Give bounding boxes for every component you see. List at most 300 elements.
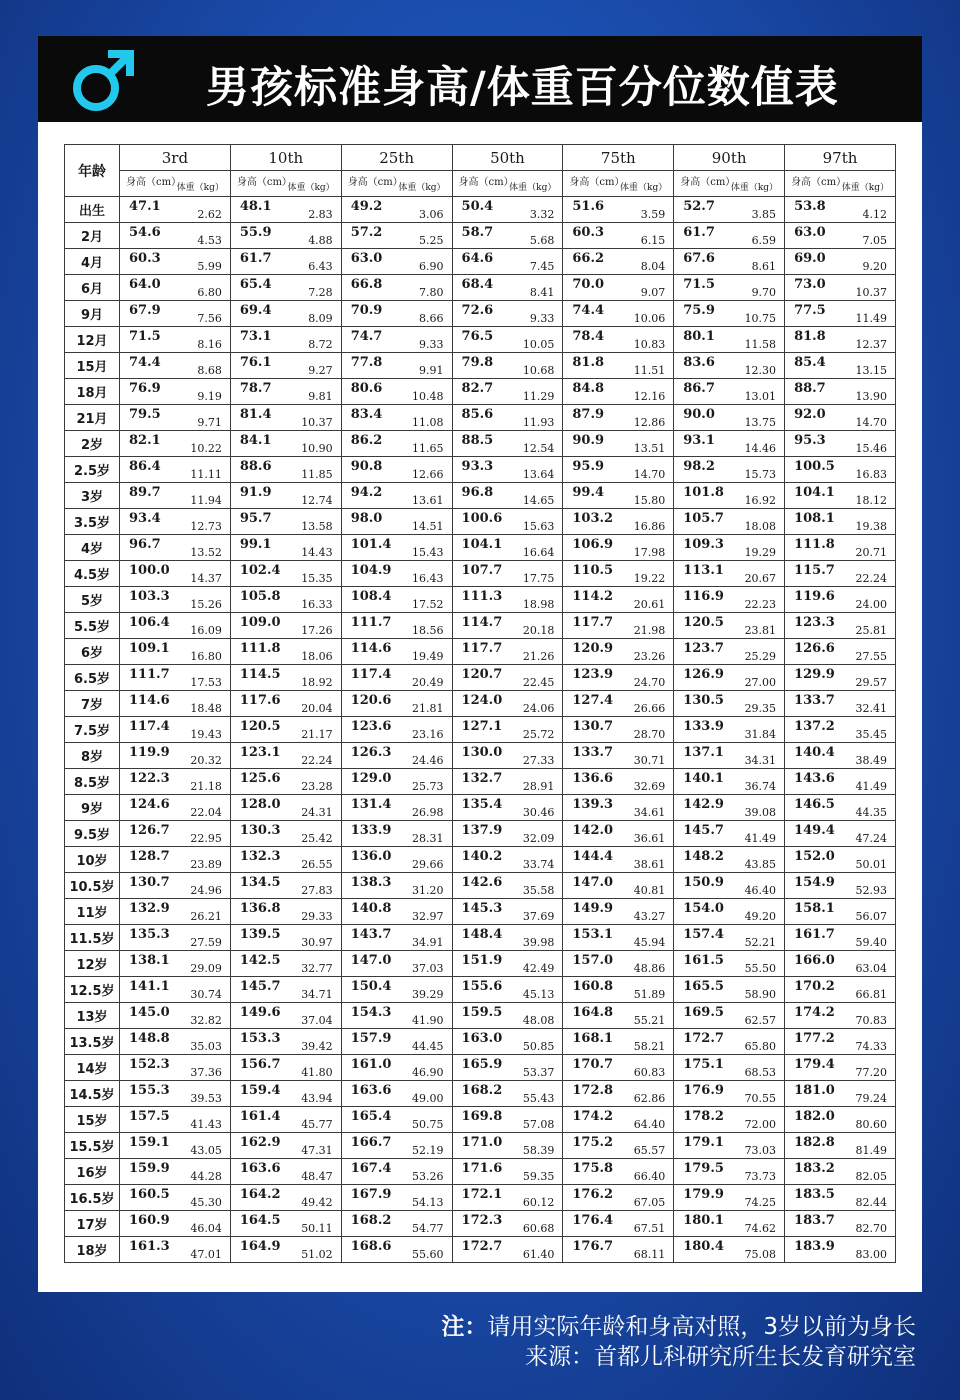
weight-value: 12.74 <box>301 494 333 507</box>
male-symbol-icon <box>68 44 138 114</box>
height-value: 88.5 <box>461 433 494 448</box>
value-cell <box>341 405 452 431</box>
weight-value: 10.22 <box>190 442 222 455</box>
value-cell <box>674 561 785 587</box>
height-value: 89.7 <box>129 485 161 500</box>
value-cell <box>785 977 896 1003</box>
height-value: 176.2 <box>572 1187 614 1202</box>
weight-value: 11.94 <box>190 494 222 507</box>
height-value: 77.8 <box>350 355 383 370</box>
weight-value: 41.80 <box>301 1066 333 1079</box>
value-cell <box>452 379 563 405</box>
weight-value: 8.68 <box>197 364 222 377</box>
value-cell <box>674 717 785 743</box>
weight-value: 26.66 <box>633 702 666 715</box>
value-cell <box>452 1081 563 1107</box>
height-value: 111.7 <box>350 615 392 630</box>
weight-value: 50.11 <box>301 1222 333 1235</box>
value-cell <box>452 1003 563 1029</box>
weight-value: 11.29 <box>522 390 555 403</box>
height-value: 164.5 <box>239 1213 281 1228</box>
weight-value: 40.81 <box>633 884 666 897</box>
weight-value: 67.51 <box>633 1222 666 1235</box>
table-row <box>65 587 896 613</box>
value-cell <box>341 977 452 1003</box>
weight-value: 52.21 <box>744 936 777 949</box>
weight-value: 13.01 <box>744 390 777 403</box>
height-value: 100.5 <box>794 459 835 474</box>
weight-value: 27.33 <box>522 754 555 767</box>
table-row <box>65 613 896 639</box>
value-cell <box>452 1185 563 1211</box>
height-value: 96.7 <box>129 537 161 552</box>
value-cell <box>452 353 563 379</box>
value-cell <box>341 925 452 951</box>
height-value: 82.1 <box>129 433 161 448</box>
table-row <box>65 1237 896 1263</box>
value-cell <box>563 769 674 795</box>
value-cell <box>563 691 674 717</box>
weight-value: 23.26 <box>633 650 666 663</box>
height-value: 106.4 <box>129 615 170 630</box>
weight-value: 31.20 <box>412 884 444 897</box>
value-cell <box>674 197 785 223</box>
height-value: 172.7 <box>683 1031 724 1046</box>
value-cell <box>120 1003 231 1029</box>
weight-value: 32.82 <box>190 1014 222 1027</box>
weight-value: 41.49 <box>744 832 777 845</box>
height-value: 128.7 <box>129 849 170 864</box>
value-cell <box>230 899 341 925</box>
height-value: 165.9 <box>461 1057 503 1072</box>
weight-value: 18.08 <box>744 520 777 533</box>
value-cell <box>120 873 231 899</box>
weight-value: 70.55 <box>744 1092 777 1105</box>
value-cell <box>230 665 341 691</box>
height-unit-label: 身高（cm） <box>126 177 182 188</box>
height-value: 127.1 <box>461 719 503 734</box>
value-cell <box>452 561 563 587</box>
height-value: 95.7 <box>239 511 272 526</box>
height-value: 57.2 <box>350 225 383 240</box>
weight-value: 45.30 <box>190 1196 222 1209</box>
height-value: 94.2 <box>350 485 383 500</box>
value-cell <box>341 743 452 769</box>
value-cell <box>341 821 452 847</box>
value-cell <box>785 249 896 275</box>
height-value: 120.6 <box>350 693 392 708</box>
weight-value: 74.62 <box>744 1222 777 1235</box>
height-value: 138.3 <box>350 875 392 890</box>
weight-value: 12.73 <box>190 520 222 533</box>
value-cell <box>230 327 341 353</box>
value-cell <box>230 197 341 223</box>
age-cell: 10岁 <box>65 847 120 873</box>
age-cell: 8岁 <box>65 743 120 769</box>
value-cell <box>785 301 896 327</box>
weight-value: 58.90 <box>744 988 777 1001</box>
value-cell <box>120 457 231 483</box>
weight-value: 60.68 <box>522 1222 555 1235</box>
value-cell <box>674 639 785 665</box>
value-cell <box>674 1081 785 1107</box>
value-cell <box>452 1055 563 1081</box>
height-value: 172.3 <box>461 1213 503 1228</box>
height-value: 183.5 <box>794 1187 835 1202</box>
weight-value: 49.20 <box>744 910 777 923</box>
value-cell <box>785 587 896 613</box>
height-value: 170.7 <box>572 1057 614 1072</box>
weight-unit-label: 体重（kg） <box>620 183 668 193</box>
weight-unit-label: 体重（kg） <box>287 183 335 193</box>
weight-value: 15.63 <box>522 520 555 533</box>
value-cell <box>341 639 452 665</box>
height-value: 156.7 <box>239 1057 281 1072</box>
weight-value: 26.98 <box>412 806 444 819</box>
value-cell <box>452 535 563 561</box>
weight-value: 39.42 <box>301 1040 333 1053</box>
height-value: 70.9 <box>350 303 383 318</box>
height-value: 86.7 <box>683 381 715 396</box>
value-cell <box>452 743 563 769</box>
weight-value: 15.46 <box>855 442 887 455</box>
height-value: 131.4 <box>350 797 392 812</box>
weight-value: 46.40 <box>744 884 777 897</box>
height-value: 130.0 <box>461 745 503 760</box>
value-cell <box>452 951 563 977</box>
weight-value: 14.65 <box>522 494 555 507</box>
weight-value: 10.68 <box>522 364 555 377</box>
height-value: 137.1 <box>683 745 724 760</box>
height-value: 49.2 <box>350 199 383 214</box>
weight-value: 13.90 <box>855 390 887 403</box>
age-cell: 6.5岁 <box>65 665 120 691</box>
height-value: 70.0 <box>572 277 605 292</box>
value-cell <box>452 223 563 249</box>
height-value: 117.4 <box>350 667 392 682</box>
value-cell <box>341 249 452 275</box>
height-value: 180.1 <box>683 1213 724 1228</box>
weight-value: 8.09 <box>308 312 333 325</box>
percentile-header: 75th <box>563 145 674 171</box>
value-cell <box>785 1029 896 1055</box>
title-banner <box>38 36 922 122</box>
height-value: 126.3 <box>350 745 392 760</box>
value-cell <box>230 873 341 899</box>
weight-value: 21.98 <box>633 624 666 637</box>
weight-value: 25.42 <box>301 832 333 845</box>
value-cell <box>674 1029 785 1055</box>
weight-value: 35.45 <box>855 728 887 741</box>
height-value: 130.7 <box>572 719 614 734</box>
height-value: 133.9 <box>350 823 392 838</box>
value-cell <box>452 275 563 301</box>
height-value: 127.4 <box>572 693 614 708</box>
value-cell <box>674 613 785 639</box>
weight-unit-label: 体重（kg） <box>398 183 446 193</box>
weight-value: 30.97 <box>301 936 333 949</box>
height-value: 100.0 <box>129 563 170 578</box>
height-value: 110.5 <box>572 563 614 578</box>
weight-value: 39.98 <box>522 936 555 949</box>
value-cell <box>230 483 341 509</box>
weight-value: 36.74 <box>744 780 777 793</box>
table-row <box>65 561 896 587</box>
weight-value: 43.94 <box>301 1092 333 1105</box>
height-value: 178.2 <box>683 1109 724 1124</box>
value-cell <box>120 431 231 457</box>
age-cell: 14岁 <box>65 1055 120 1081</box>
value-cell <box>120 405 231 431</box>
value-cell <box>120 223 231 249</box>
value-cell <box>785 405 896 431</box>
weight-value: 39.08 <box>744 806 777 819</box>
height-value: 126.6 <box>794 641 835 656</box>
value-cell <box>674 223 785 249</box>
height-value: 101.8 <box>683 485 724 500</box>
value-cell <box>341 1185 452 1211</box>
value-cell <box>563 717 674 743</box>
weight-value: 20.04 <box>301 702 333 715</box>
value-cell <box>674 509 785 535</box>
value-cell <box>230 951 341 977</box>
weight-value: 32.69 <box>633 780 666 793</box>
height-value: 80.6 <box>350 381 383 396</box>
age-cell: 9月 <box>65 301 120 327</box>
value-cell <box>230 301 341 327</box>
weight-value: 33.74 <box>522 858 555 871</box>
height-value: 60.3 <box>129 251 161 266</box>
height-value: 84.1 <box>239 433 272 448</box>
weight-value: 15.35 <box>301 572 333 585</box>
height-value: 85.4 <box>794 355 826 370</box>
value-cell <box>120 899 231 925</box>
height-value: 181.0 <box>794 1083 835 1098</box>
height-value: 175.2 <box>572 1135 614 1150</box>
height-value: 90.0 <box>683 407 715 422</box>
height-value: 157.4 <box>683 927 724 942</box>
height-value: 172.7 <box>461 1239 503 1254</box>
height-value: 114.5 <box>239 667 281 682</box>
height-value: 79.8 <box>461 355 494 370</box>
height-value: 120.7 <box>461 667 503 682</box>
height-value: 177.2 <box>794 1031 835 1046</box>
height-value: 120.9 <box>572 641 614 656</box>
height-value: 126.9 <box>683 667 724 682</box>
height-value: 69.0 <box>794 251 826 266</box>
height-value: 81.8 <box>572 355 605 370</box>
value-cell <box>674 977 785 1003</box>
height-value: 157.5 <box>129 1109 170 1124</box>
weight-value: 13.64 <box>522 468 555 481</box>
value-cell <box>563 1237 674 1263</box>
weight-value: 53.26 <box>412 1170 444 1183</box>
weight-value: 24.06 <box>522 702 555 715</box>
value-cell <box>785 847 896 873</box>
height-value: 52.7 <box>683 199 715 214</box>
weight-value: 9.07 <box>640 286 666 299</box>
weight-value: 37.03 <box>412 962 444 975</box>
value-cell <box>120 613 231 639</box>
value-cell <box>674 457 785 483</box>
height-value: 133.7 <box>572 745 614 760</box>
weight-value: 31.84 <box>744 728 777 741</box>
value-cell <box>563 327 674 353</box>
height-value: 123.6 <box>350 719 392 734</box>
height-value: 114.6 <box>129 693 170 708</box>
weight-value: 53.37 <box>522 1066 555 1079</box>
height-value: 168.1 <box>572 1031 614 1046</box>
weight-value: 77.20 <box>855 1066 887 1079</box>
height-value: 107.7 <box>461 563 503 578</box>
value-cell <box>674 405 785 431</box>
height-value: 152.0 <box>794 849 835 864</box>
weight-value: 82.05 <box>855 1170 887 1183</box>
footnote <box>216 1312 916 1372</box>
value-cell <box>785 821 896 847</box>
height-unit-label: 身高（cm） <box>791 177 847 188</box>
height-value: 160.8 <box>572 979 614 994</box>
weight-value: 81.49 <box>855 1144 887 1157</box>
table-row <box>65 1185 896 1211</box>
weight-value: 41.43 <box>190 1118 222 1131</box>
weight-value: 6.80 <box>197 286 222 299</box>
age-cell: 6月 <box>65 275 120 301</box>
age-cell: 11.5岁 <box>65 925 120 951</box>
weight-value: 15.43 <box>412 546 444 559</box>
value-cell <box>785 1107 896 1133</box>
height-value: 103.3 <box>129 589 170 604</box>
height-value: 139.3 <box>572 797 614 812</box>
age-cell: 6岁 <box>65 639 120 665</box>
weight-value: 59.35 <box>522 1170 555 1183</box>
age-cell: 11岁 <box>65 899 120 925</box>
weight-value: 41.49 <box>855 780 887 793</box>
value-cell <box>230 1133 341 1159</box>
weight-value: 17.53 <box>190 676 222 689</box>
value-cell <box>452 613 563 639</box>
value-cell <box>785 1133 896 1159</box>
value-cell <box>563 873 674 899</box>
value-cell <box>341 223 452 249</box>
value-cell <box>120 483 231 509</box>
value-cell <box>120 977 231 1003</box>
value-cell <box>120 821 231 847</box>
height-value: 78.4 <box>572 329 605 344</box>
value-cell <box>674 873 785 899</box>
weight-value: 48.47 <box>301 1170 333 1183</box>
value-cell <box>452 249 563 275</box>
height-value: 111.3 <box>461 589 503 604</box>
value-cell <box>674 1055 785 1081</box>
height-value: 165.5 <box>683 979 724 994</box>
value-cell <box>230 353 341 379</box>
value-cell <box>785 1211 896 1237</box>
weight-value: 23.89 <box>190 858 222 871</box>
value-cell <box>230 925 341 951</box>
height-value: 149.6 <box>239 1005 281 1020</box>
weight-value: 17.75 <box>522 572 555 585</box>
value-cell <box>785 379 896 405</box>
weight-value: 55.50 <box>744 962 777 975</box>
weight-value: 23.28 <box>301 780 333 793</box>
height-value: 54.6 <box>129 225 161 240</box>
value-cell <box>120 639 231 665</box>
value-cell <box>341 379 452 405</box>
height-value: 96.8 <box>461 485 494 500</box>
weight-value: 13.51 <box>633 442 666 455</box>
height-value: 183.9 <box>794 1239 835 1254</box>
value-cell <box>452 873 563 899</box>
weight-value: 5.25 <box>419 234 444 247</box>
height-value: 126.7 <box>129 823 170 838</box>
value-cell <box>120 561 231 587</box>
height-value: 155.3 <box>129 1083 170 1098</box>
weight-value: 13.52 <box>190 546 222 559</box>
weight-value: 28.91 <box>522 780 555 793</box>
value-cell <box>230 691 341 717</box>
growth-table <box>64 144 896 1263</box>
height-value: 149.4 <box>794 823 835 838</box>
unit-header <box>785 171 896 197</box>
percentile-header: 50th <box>452 145 563 171</box>
height-value: 166.7 <box>350 1135 392 1150</box>
value-cell <box>785 1185 896 1211</box>
weight-value: 56.07 <box>855 910 887 923</box>
height-value: 159.1 <box>129 1135 170 1150</box>
height-value: 167.9 <box>350 1187 392 1202</box>
value-cell <box>452 327 563 353</box>
value-cell <box>452 665 563 691</box>
weight-value: 21.81 <box>412 702 444 715</box>
height-value: 81.4 <box>239 407 272 422</box>
value-cell <box>674 1237 785 1263</box>
height-value: 98.0 <box>350 511 383 526</box>
height-value: 168.2 <box>461 1083 503 1098</box>
height-value: 103.2 <box>572 511 614 526</box>
height-value: 123.1 <box>239 745 281 760</box>
height-value: 132.3 <box>239 849 281 864</box>
weight-value: 8.61 <box>751 260 777 273</box>
table-row <box>65 249 896 275</box>
age-cell: 15岁 <box>65 1107 120 1133</box>
weight-value: 11.51 <box>633 364 666 377</box>
age-cell: 3.5岁 <box>65 509 120 535</box>
weight-value: 18.92 <box>301 676 333 689</box>
weight-value: 50.01 <box>855 858 887 871</box>
height-value: 163.0 <box>461 1031 503 1046</box>
value-cell <box>563 1133 674 1159</box>
height-value: 166.0 <box>794 953 835 968</box>
height-value: 182.0 <box>794 1109 835 1124</box>
weight-value: 60.12 <box>522 1196 555 1209</box>
weight-value: 14.46 <box>744 442 777 455</box>
value-cell <box>674 821 785 847</box>
value-cell <box>563 301 674 327</box>
value-cell <box>674 1159 785 1185</box>
weight-value: 80.60 <box>855 1118 887 1131</box>
value-cell <box>120 847 231 873</box>
value-cell <box>120 717 231 743</box>
table-row <box>65 821 896 847</box>
value-cell <box>452 509 563 535</box>
value-cell <box>785 535 896 561</box>
value-cell <box>230 1055 341 1081</box>
value-cell <box>341 717 452 743</box>
weight-value: 22.95 <box>190 832 222 845</box>
weight-value: 7.80 <box>419 286 444 299</box>
value-cell <box>341 613 452 639</box>
